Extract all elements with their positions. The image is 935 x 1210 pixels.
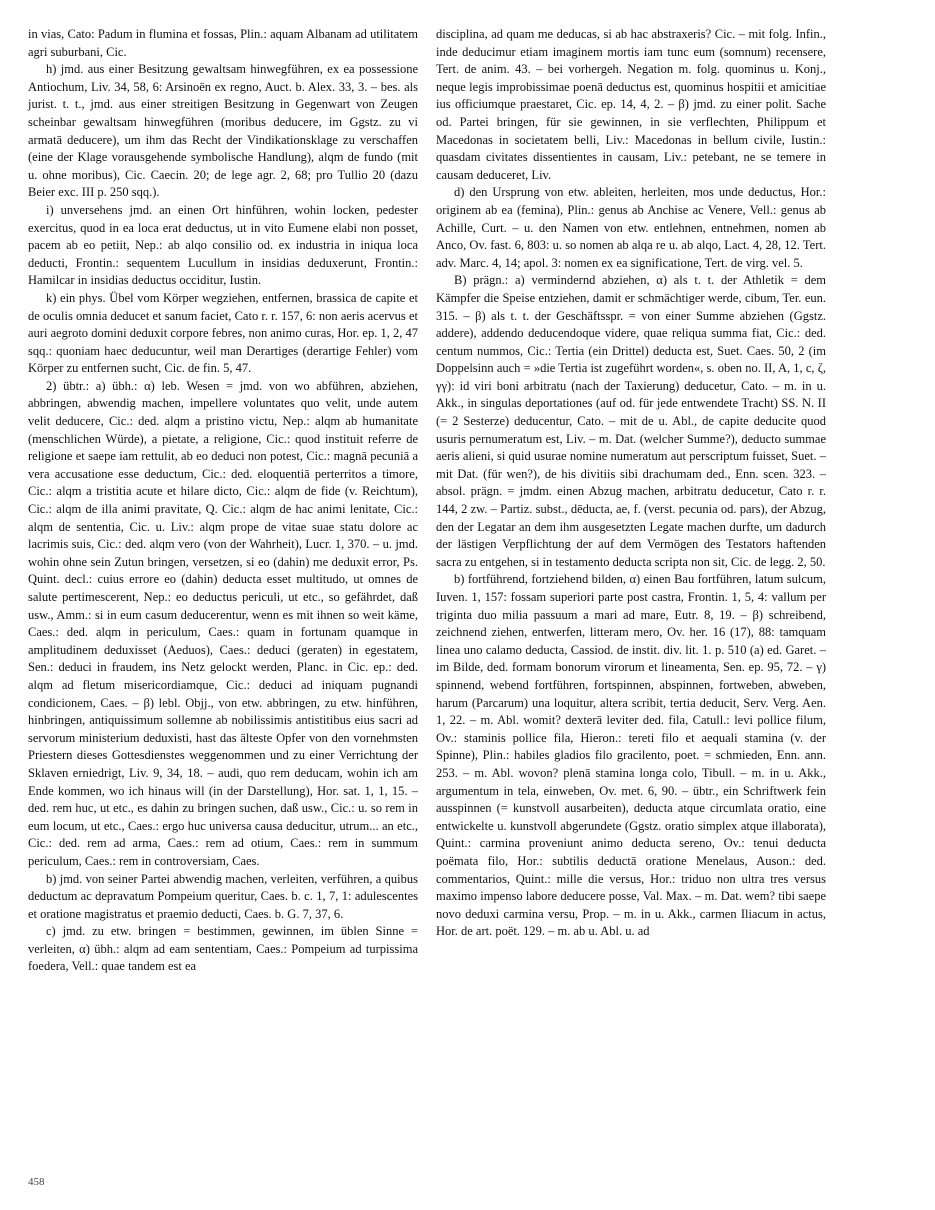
- paragraph: i) unversehens jmd. an einen Ort hinführen, wohin locken, pedester exercitus, quod in ea loca erat deductus, ut in vito Eumene elabi non posset, pacem ab eo petiit, Nep.: ab alqo consilio od. ex industria in iniqua loca deducti, Frontin.: sequentem Lucullum in insidias deduxerunt, Frontin.: Hamilcar in insidias deductus occiditur, Iustin.: [28, 202, 418, 288]
- paragraph: d) den Ursprung von etw. ableiten, herleiten, mos unde deductus, Hor.: originem ab ea (femina), Plin.: genus ab Anchise ac Venere, Vell.: genus ab Achille, Curt. – u. den Namen von etw. entlehnen, entnehmen, nomen ab Anco, Ov. fast. 6, 803: u. so nomen ab alqa re u. ab alqo, Lact. 4, 28, 12. Tert. adv. Marc. 4, 14; apol. 3: nomen ex ea significatione, Tert. de virg. vel. 5.: [436, 185, 826, 270]
- paragraph: k) ein phys. Übel vom Körper wegziehen, entfernen, brassica de capite et de oculis omnia deducet et sanum faciet, Cato r. r. 157, 6: non aeris acervus et auri aegroto domini deduxit corpore febres, non animo curas, Hor. ep. 1, 2, 47 sqq.: quoniam haec deducuntur, weil man Derartiges (derartige Fehler) vom Körper zu entfernen sucht, Cic. de fin. 5, 47.: [28, 290, 418, 376]
- left-column: [28, 26, 418, 976]
- paragraph: 2) übtr.: a) übh.: α) leb. Wesen = jmd. von wo abführen, abziehen, abbringen, abwendig machen, impellere voluntates quo velit, unde autem velit deducere, Cic.: ded. alqm a pristino victu, Nep.: alqm ab humanitate (menschlichen Würde), a pietate, a religione, Cic.: quod instituit referre de religione et saepe iam rettulit, ab eo deduci non potest, Cic.: magnā pecuniā a vera accusatione esse deductum, Cic.: ded. eloquentiā perterritos a timore, Cic.: alqm a tristitia acute et hilare dicto, Cic.: alqm de fide (v. Reichtum), Cic.: alqm de illa animi pravitate, Q. Cic.: alqm de hac animi lenitate, Cic.: alqm de sententia, Cic. u. Liv.: alqm prope de vitae suae statu dolore ac lacrimis suis, Cic.: ded. alqm vero (von der Wahrheit), Lucr. 1, 370. – u. jmd. wohin ohne sein Zutun bringen, versetzen, si eo (dahin) me deduxit error, Ps. Quint. decl.: cuius errore eo (dahin) deducta esset multitudo, ut omnes de salute pertimescerent, Nep.: eo deductus periculi, ut etc., so gefährdet, daß usw., Amm.: si in eum casum deducerentur, wenn es mit ihnen so weit käme, Caes.: ded. alqm in periculum, Caes.: quam in fortunam quamque in amplitudinem deduxisset (Aeduos), Caes.: deduci (geraten) in egestatem, Sen.: deduci in fraudem, ins Netz gelockt werden, Planc. in Cic. ep.: ded. alqm ad fletum misericordiamque, Cic.: deduci ad iniquam pugnandi condicionem, Caes. – β) lebl. Objj., von etw. abbringen, zu etw. hinführen, hinbringen, antiquissimum sollemne ab nobilissimis antistitibus eius sacri ad servorum ministerium deduxisti, hast das älteste Opfer von den vornehmsten Priestern dieses Gottesdienstes weggenommen und zu einer Verrichtung der Sklaven erniedrigt, Liv. 9, 34, 18. – audi, quo rem deducam, wohin ich am Ende kommen, wo ich hinaus will (in der Darstellung), Hor. sat. 1, 1, 15. – ded. rem huc, ut etc., es dahin zu bringen suchen, daß usw., Cic.: u. so rem in eum locum, ut etc., Caes.: ergo huc universa causa deducitur, utrum... an etc., Cic.: ded. rem ad arma, Caes.: rem ad otium, Caes.: rem in summum periculum, Caes.: rem in controversiam, Caes.: [28, 378, 418, 868]
- paragraph: h) jmd. aus einer Besitzung gewaltsam hinwegführen, ex ea possessione Antiochum, Liv. 34, 58, 6: Arsinoën ex regno, Auct. b. Alex. 33, 3. – bes. als jurist. t. t., jmd. aus einer streitigen Besitzung in Gegenwart von Zeugen scheinbar gewaltsam hinwegführen (moribus deducere, im Ggstz. zu vi armatā deducere), um ihm das Recht der Vindikationsklage zu verschaffen (eine der Klage vorausgehende symbolische Handlung), alqm de fundo (mit u. ohne moribus), Cic. Caecin. 20; de lege agr. 2, 68; pro Tullio 20 (dazu Beier exc. III p. 250 sqq.).: [28, 62, 418, 200]
- paragraph: b) fortführend, fortziehend bilden, α) einen Bau fortführen, latum sulcum, Iuven. 1, 157: fossam superiori parte post castra, Frontin. 1, 5, 4: vallum per triginta duo milia passuum a mari ad mare, Eutr. 8, 19. – β) schreibend, zeichnend ziehen, entwerfen, litteram mero, Ov. her. 16 (17), 88: tamquam linea uno calamo deducta, Cassiod. de instit. div. lit. 1. p. 510 (a) ed. Garet. – im Bilde, ded. formam bonorum virorum et lineamenta, Sen. ep. 95, 72. – γ) spinnend, webend fortführen, fortspinnen, abspinnen, fortweben, abweben, harum (Parcarum) una loquitur, altera scribit, tertia deducit, Serv. Verg. Aen. 1, 22. – m. Abl. womit? dexterā leviter ded. fila, Catull.: levi pollice filum, Ov.: staminis pollice fila, Hieron.: tereti filo et aequali stamina (v. der Spinne), Plin.: habiles gladios filo gracilento, poet. = schmieden, Enn. ann. 253. – m. Abl. wovon? plenā stamina longa colo, Tibull. – m. in u. Akk., argumentum in tela, einweben, Ov. met. 6, 90. – übtr., ein Schriftwerk fein ausspinnen (= kunstvoll ausarbeiten), deducta atque circumlata oratio, eine entwickelte u. kunstvoll abgerundete (Ggstz. oratio simplex atque illaborata), Quint.: carmina proveniunt animo deducta sereno, Ov.: tenui deducta poëmata filo, Hor.: subtilis deductā oratione Menelaus, Auson.: ded. commentarios, Quint.: mille die versus, Hor.: triduo non ultra tres versus maximo impenso labore deducere posse, Val. Max. – m. Dat. wem? tibi saepe novo deduxi carmina versu, Prop. – m. in u. Akk., carmen Iliacum in actus, Hor. de art. poët. 129. – m. ab u. Abl. u. ad: [436, 572, 826, 939]
- paragraph: b) jmd. von seiner Partei abwendig machen, verleiten, verführen, a quibus deductum ac depravatum Pompeium queritur, Caes. b. c. 1, 7, 1: adulescentes et oratione magistratus et praemio deducti, Caes. b. G. 7, 37, 6.: [28, 871, 418, 921]
- paragraph: in vias, Cato: Padum in flumina et fossas, Plin.: aquam Albanam ad utilitatem agri suburbani, Cic.: [28, 27, 418, 59]
- paragraph: disciplina, ad quam me deducas, si ab hac abstraxeris? Cic. – mit folg. Infin., inde deducimur etiam imaginem mortis iam tunc eum (somnum) recensere, Tert. de anim. 43. – bei vorhergeh. Negation m. folg. quominus u. Konj., neque legis improbissimae poenā deductus est, quominus hospitii et amicitiae ius officiumque praestaret, Cic. ep. 14, 4, 2. – β) jmd. zu einer polit. Sache od. Partei bringen, für sie gewinnen, in sie verflechten, Philippum et Macedonas in societatem belli, Liv.: Macedonas in bellum civile, Iustin.: quasdam civitates dissentientes in causam, Liv.: petebant, ne se temere in causam deduceret, Liv.: [436, 27, 826, 182]
- paragraph: B) prägn.: a) vermindernd abziehen, α) als t. t. der Athletik = dem Kämpfer die Speise entziehen, damit er schmächtiger werde, cibum, Ter. eun. 315. – β) als t. t. der Geschäftsspr. = von einer Summe abziehen (Ggstz. addere), addendo deducendoque videre, quae reliqua summa fiat, Cic.: ded. centum nummos, Cic.: Tertia (ein Drittel) deducta est, Suet. Caes. 50, 2 (im Doppelsinn auch = »die Tertia ist zugeführt worden«, s. oben no. II, A, 1, c, ζ, γγ): id viri boni arbitratu (nach der Taxierung) deducetur, Cato. – m. in u. Akk., in singulas deportationes (auf od. für jede entwendete Tracht) SS. N. II (= 2 Sesterze) deducentur, Cato. – mit de u. Abl., de capite deducite quod usuris pernumeratum est, Liv. – m. Dat. (welcher Summe?), deducto summae aeris alieni, si quid usurae nomine numeratum aut perscriptum fuisset, Suet. – mit Dat. (für wen?), de his divitiis sibi drachumam ded., Enn. scen. 323. – absol. prägn. = jmdm. einen Abzug machen, arbitratu deducetur, Cato r. r. 144, 2 zw. – Partiz. subst., dēducta, ae, f. (verst. pecunia od. pars), der Abzug, den der Legatar an dem ihm ausgesetzten Legate machen durfte, um dadurch der lästigen Verpflichtung der auf dem Vermögen des Testators haftenden sacra zu entgehen, si in testamento deducta scripta non sit, Cic. de legg. 2, 50.: [436, 273, 826, 569]
- page-number: 458: [28, 1176, 45, 1188]
- right-column: [436, 26, 826, 941]
- paragraph: c) jmd. zu etw. bringen = bestimmen, gewinnen, im üblen Sinne = verleiten, α) übh.: alqm ad eam sententiam, Caes.: Pompeium ad turpissima foedera, Vell.: quae tandem est ea: [28, 924, 418, 974]
